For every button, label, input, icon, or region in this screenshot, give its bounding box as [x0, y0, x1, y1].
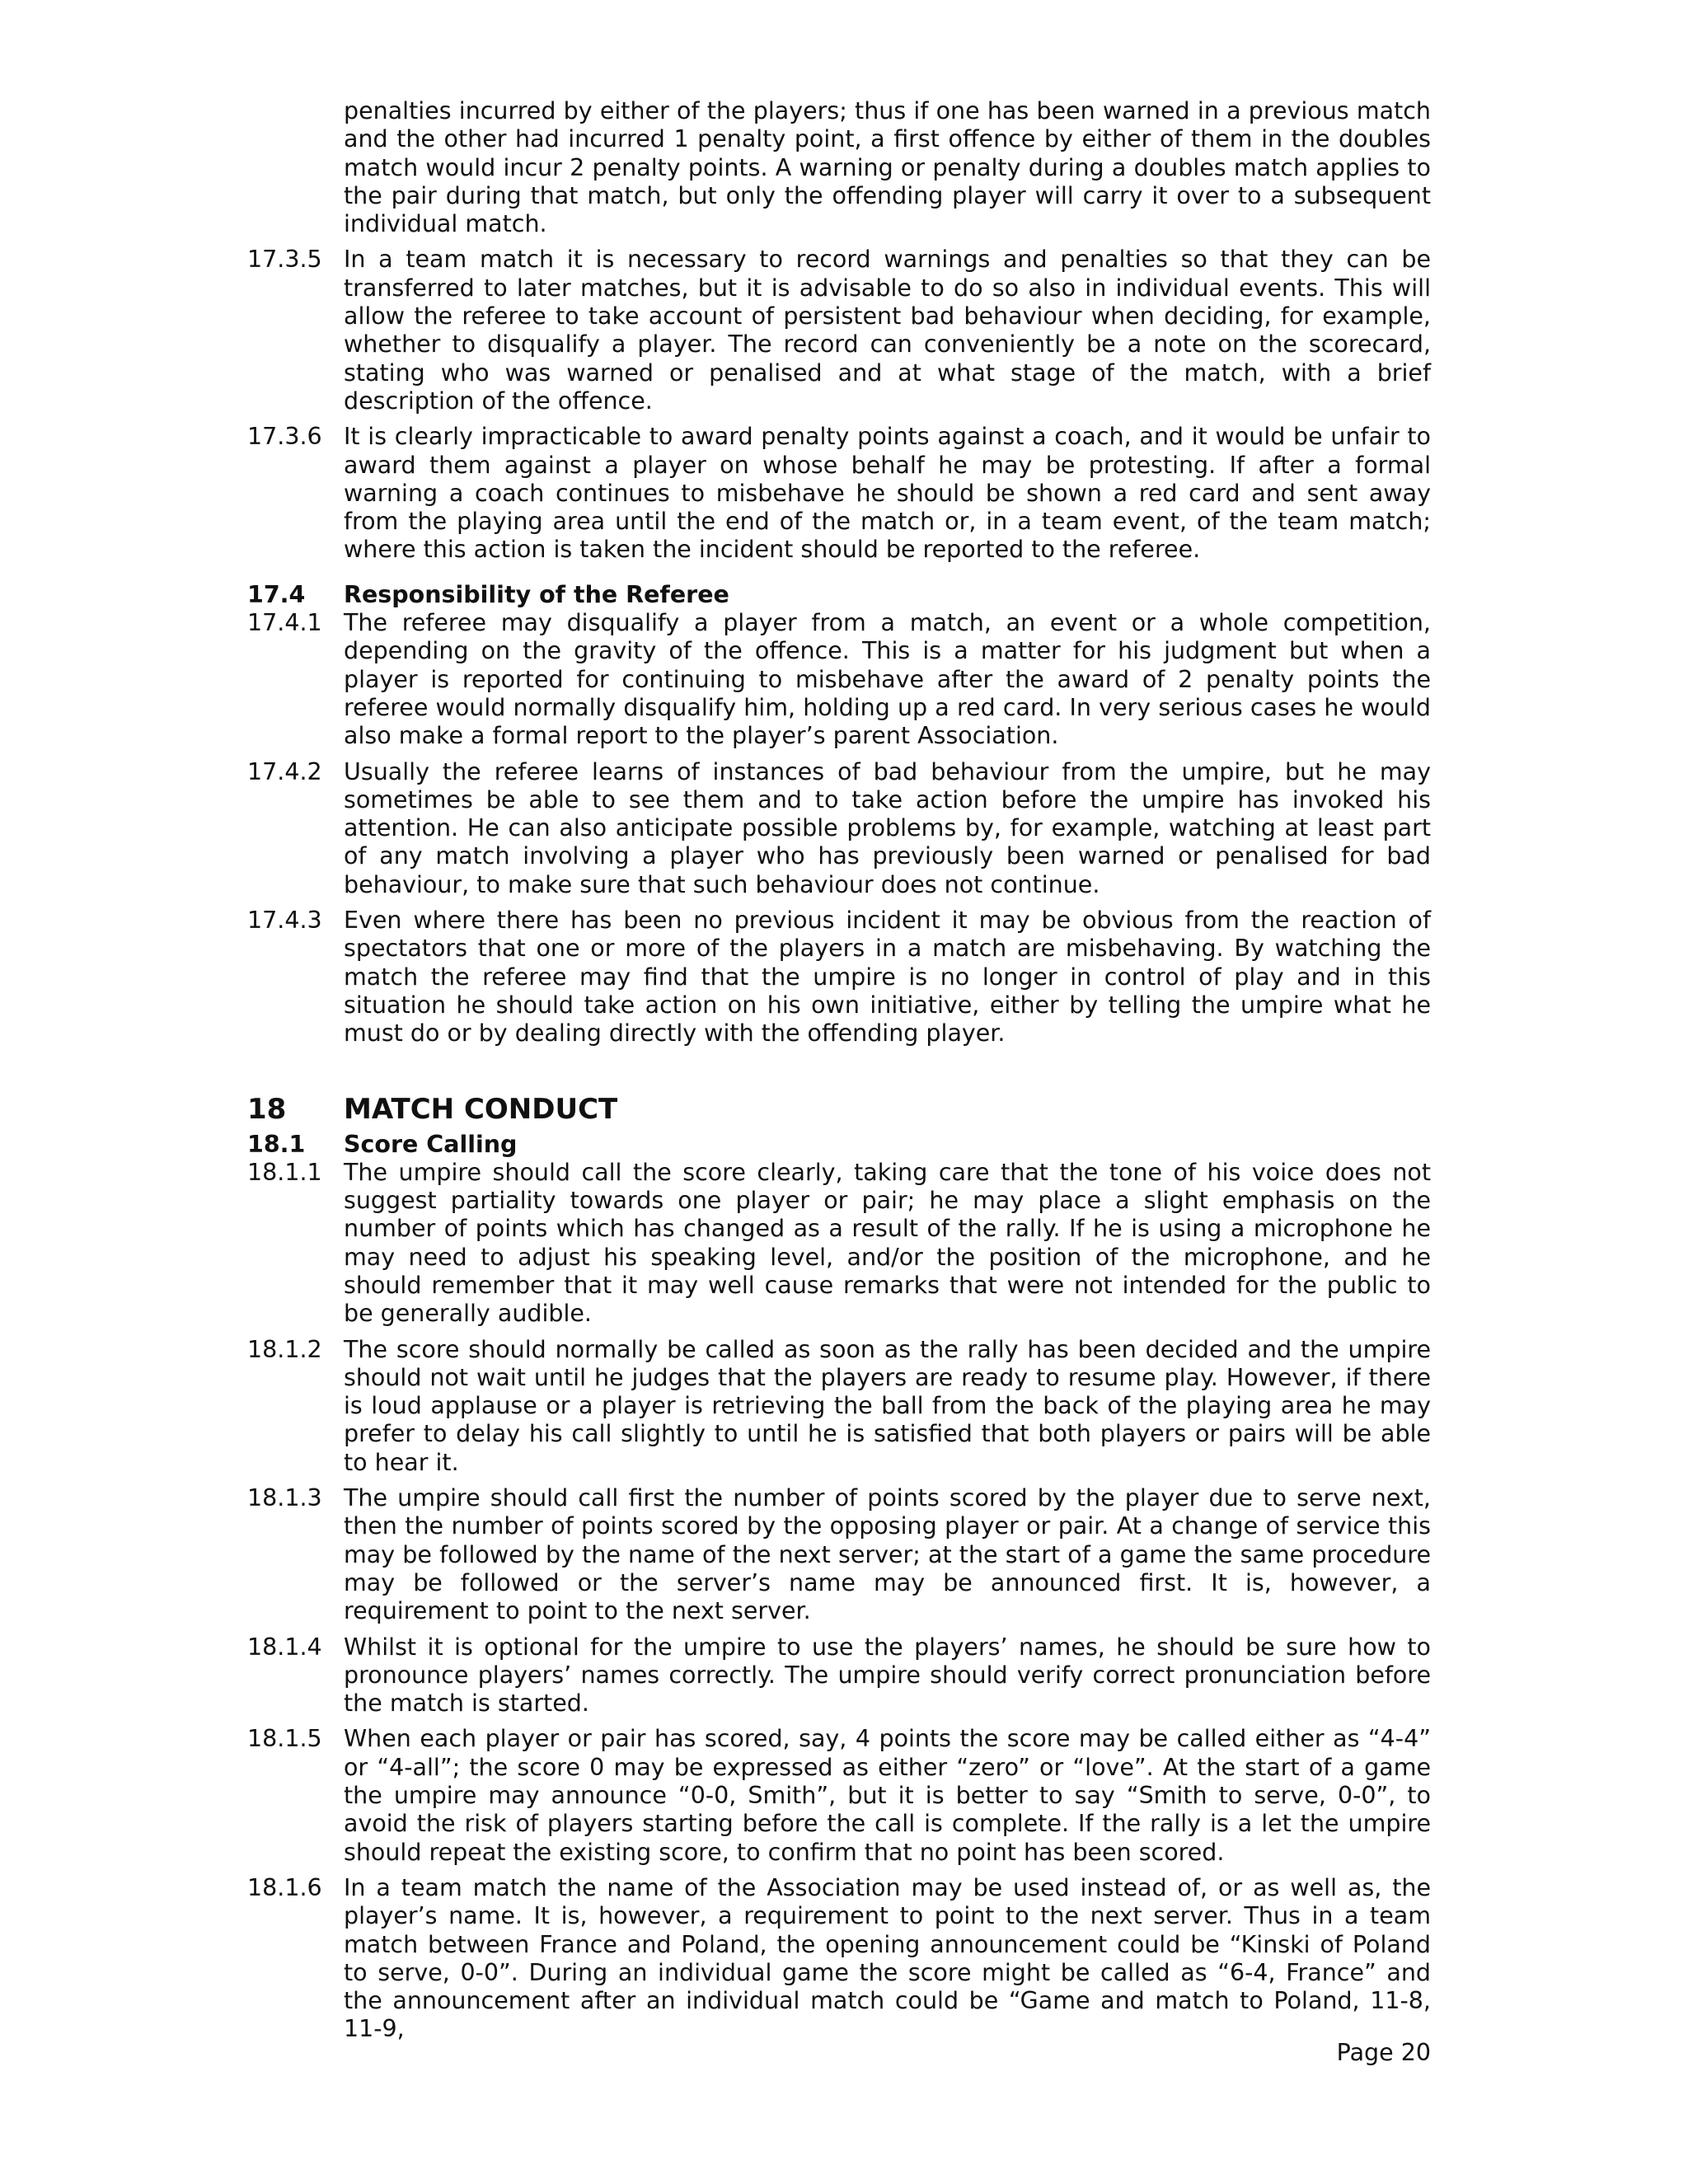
heading-17-4: [247, 581, 1431, 609]
paragraph-17-3-6: [247, 423, 1431, 564]
paragraph-18-1-1: [247, 1159, 1431, 1329]
paragraph-text: Whilst it is optional for the umpire to use the players’ names, he should be sure how to pronounce players’ names correctly. The umpire should verify correct pronunciation before the match is started.: [344, 1633, 1431, 1718]
paragraph-text: In a team match the name of the Association may be used instead of, or as well as, the player’s name. It is, however, a requirement to point to the next server. Thus in a team match between France and Poland, the opening announcement could be “Kinski of Poland to serve, 0-0”. During an individual game the score might be called as “6-4, France” and the announcement after an individual match could be “Game and match to Poland, 11-8, 11-9,: [344, 1873, 1431, 2043]
section-title: MATCH CONDUCT: [344, 1092, 618, 1126]
paragraph-18-1-4: [247, 1633, 1431, 1718]
paragraph-17-4-2: [247, 758, 1431, 899]
paragraph-text: Even where there has been no previous incident it may be obvious from the reaction of spectators that one or more of the players in a match are misbehaving. By watching the match the referee may find that the umpire is no longer in control of play and in this situation he should take action on his own initiative, either by telling the umpire what he must do or by dealing directly with the offending player.: [344, 907, 1431, 1047]
paragraph-17-4-1: [247, 609, 1431, 750]
paragraph-17-3-5: [247, 246, 1431, 415]
paragraph-text: The score should normally be called as soon as the rally has been decided and the umpire should not wait until he judges that the players are ready to resume play. However, if there is loud applause or a player is retrieving the ball from the back of the playing area he may prefer to delay his call slightly to until he is satisfied that both players or pairs will be able to hear it.: [344, 1335, 1431, 1476]
paragraph-17-4-3: [247, 907, 1431, 1047]
paragraph-18-1-5: [247, 1725, 1431, 1866]
paragraph-number: 17.3.6: [247, 423, 322, 451]
paragraph-18-1-2: [247, 1336, 1431, 1477]
section-number: 18: [247, 1092, 287, 1126]
heading-18-1: [247, 1131, 1431, 1159]
paragraph-text: The umpire should call first the number of points scored by the player due to serve next, then the number of points scored by the opposing player or pair. At a change of service this may be followed by the name of the next server; at the start of a game the same procedure may be followed or the server’s name may be announced first. It is, however, a requirement to point to the next server.: [344, 1484, 1431, 1625]
heading-18: [247, 1090, 1431, 1129]
paragraph-text: In a team match it is necessary to record warnings and penalties so that they can be transferred to later matches, but it is advisable to do so also in individual events. This will allow the referee to take account of persistent bad behaviour when deciding, for example, whether to disqualify a player. The record can conveniently be a note on the scorecard, stating who was warned or penalised and at what stage of the match, with a brief description of the offence.: [344, 246, 1431, 415]
paragraph-text: Usually the referee learns of instances of bad behaviour from the umpire, but he may sometimes be able to see them and to take action before the umpire has invoked his attention. He can also anticipate possible problems by, for example, watching at least part of any match involving a player who has previously been warned or penalised for bad behaviour, to make sure that such behaviour does not continue.: [344, 757, 1431, 898]
paragraph-18-1-3: [247, 1484, 1431, 1625]
page-number: Page 20: [1336, 2039, 1431, 2066]
paragraph-text: The umpire should call the score clearly, taking care that the tone of his voice does not suggest partiality towards one player or pair; he may place a slight emphasis on the number of points which has changed as a result of the rally. If he is using a microphone he may need to adjust his speaking level, and/or the position of the microphone, and he should remember that it may well cause remarks that were not intended for the public to be generally audible.: [344, 1158, 1431, 1328]
section-number: 17.4: [247, 580, 306, 608]
paragraph-number: 17.4.2: [247, 757, 322, 785]
paragraph-text: It is clearly impracticable to award penalty points against a coach, and it would be unfair to award them against a player on whose behalf he may be protesting. If after a formal warning a coach continues to misbehave he should be shown a red card and sent away from the playing area until the end of the match or, in a team event, of the team match; where this action is taken the incident should be reported to the referee.: [344, 423, 1431, 564]
paragraph-number: 17.3.5: [247, 246, 322, 274]
section-number: 18.1: [247, 1130, 306, 1158]
paragraph-number: 17.4.3: [247, 907, 322, 935]
paragraph-number: 18.1.3: [247, 1484, 322, 1512]
paragraph-number: 17.4.1: [247, 609, 322, 637]
paragraph-18-1-6: [247, 1874, 1431, 2044]
page-content: [247, 97, 1431, 2044]
continued-paragraph: penalties incurred by either of the players; thus if one has been warned in a previous match and the other had incurred 1 penalty point, a first offence by either of them in the doubles match would incur 2 penalty points. A warning or penalty during a doubles match applies to the pair during that match, but only the offending player will carry it over to a subsequent individual match.: [344, 97, 1431, 238]
paragraph-number: 18.1.1: [247, 1158, 322, 1186]
paragraph-number: 18.1.5: [247, 1725, 322, 1753]
section-title: Score Calling: [344, 1130, 518, 1158]
paragraph-number: 18.1.4: [247, 1633, 322, 1661]
paragraph-text: The referee may disqualify a player from a match, an event or a whole competition, depending on the gravity of the offence. This is a matter for his judgment but when a player is reported for continuing to misbehave after the award of 2 penalty points the referee would normally disqualify him, holding up a red card. In very serious cases he would also make a formal report to the player’s parent Association.: [344, 609, 1431, 750]
paragraph-number: 18.1.6: [247, 1873, 322, 1901]
paragraph-number: 18.1.2: [247, 1335, 322, 1363]
paragraph-text: When each player or pair has scored, say, 4 points the score may be called either as “4-4” or “4-all”; the score 0 may be expressed as either “zero” or “love”. At the start of a game the umpire may announce “0-0, Smith”, but it is better to say “Smith to serve, 0-0”, to avoid the risk of players starting before the call is complete. If the rally is a let the umpire should repeat the existing score, to confirm that no point has been scored.: [344, 1725, 1431, 1866]
section-title: Responsibility of the Referee: [344, 580, 729, 608]
